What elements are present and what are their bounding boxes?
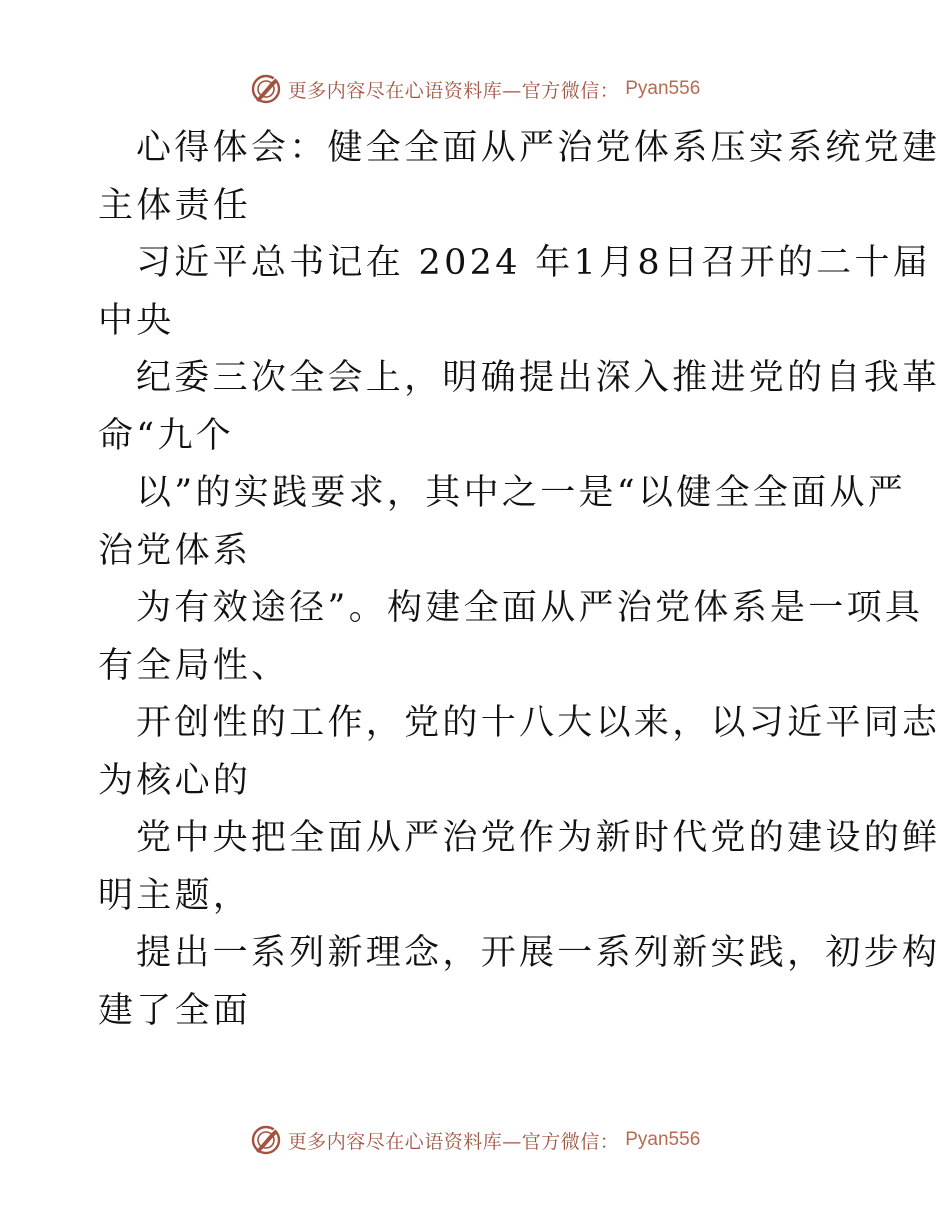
body-line: 主体责任 <box>98 185 252 226</box>
body-line: 开创性的工作，党的十八大以来，以习近平同志 <box>136 703 941 743</box>
body-line: 纪委三次全会上，明确提出深入推进党的自我革 <box>136 358 941 398</box>
body-line: 党中央把全面从严治党作为新时代党的建设的鲜 <box>136 818 941 858</box>
quill-logo-icon <box>250 73 282 105</box>
body-line: 习近平总书记在 2024 年1月8日召开的二十届 <box>136 243 932 283</box>
body-line: 中央 <box>98 300 175 341</box>
document-body <box>98 120 941 1040</box>
body-line: 有全局性、 <box>98 645 290 686</box>
watermark-text: 更多内容尽在心语资料库—官方微信： <box>287 79 620 102</box>
watermark-wechat-id: Pyan556 <box>625 1129 701 1150</box>
watermark-wechat-id: Pyan556 <box>625 78 701 99</box>
body-line: 命“九个 <box>98 415 235 456</box>
body-line: 为核心的 <box>98 760 252 801</box>
watermark-text: 更多内容尽在心语资料库—官方微信： <box>287 1130 620 1153</box>
body-line: 建了全面 <box>98 990 252 1031</box>
body-line: 为有效途径”。构建全面从严治党体系是一项具 <box>136 588 924 628</box>
body-line: 以”的实践要求，其中之一是“以健全全面从严 <box>136 473 907 513</box>
body-line: 明主题， <box>98 875 252 916</box>
body-line: 提出一系列新理念，开展一系列新实践，初步构 <box>136 933 941 973</box>
body-line: 心得体会：健全全面从严治党体系压实系统党建 <box>136 128 941 168</box>
quill-logo-icon <box>250 1124 282 1156</box>
header-watermark <box>0 73 950 105</box>
body-line: 治党体系 <box>98 530 252 571</box>
footer-watermark <box>0 1124 950 1156</box>
